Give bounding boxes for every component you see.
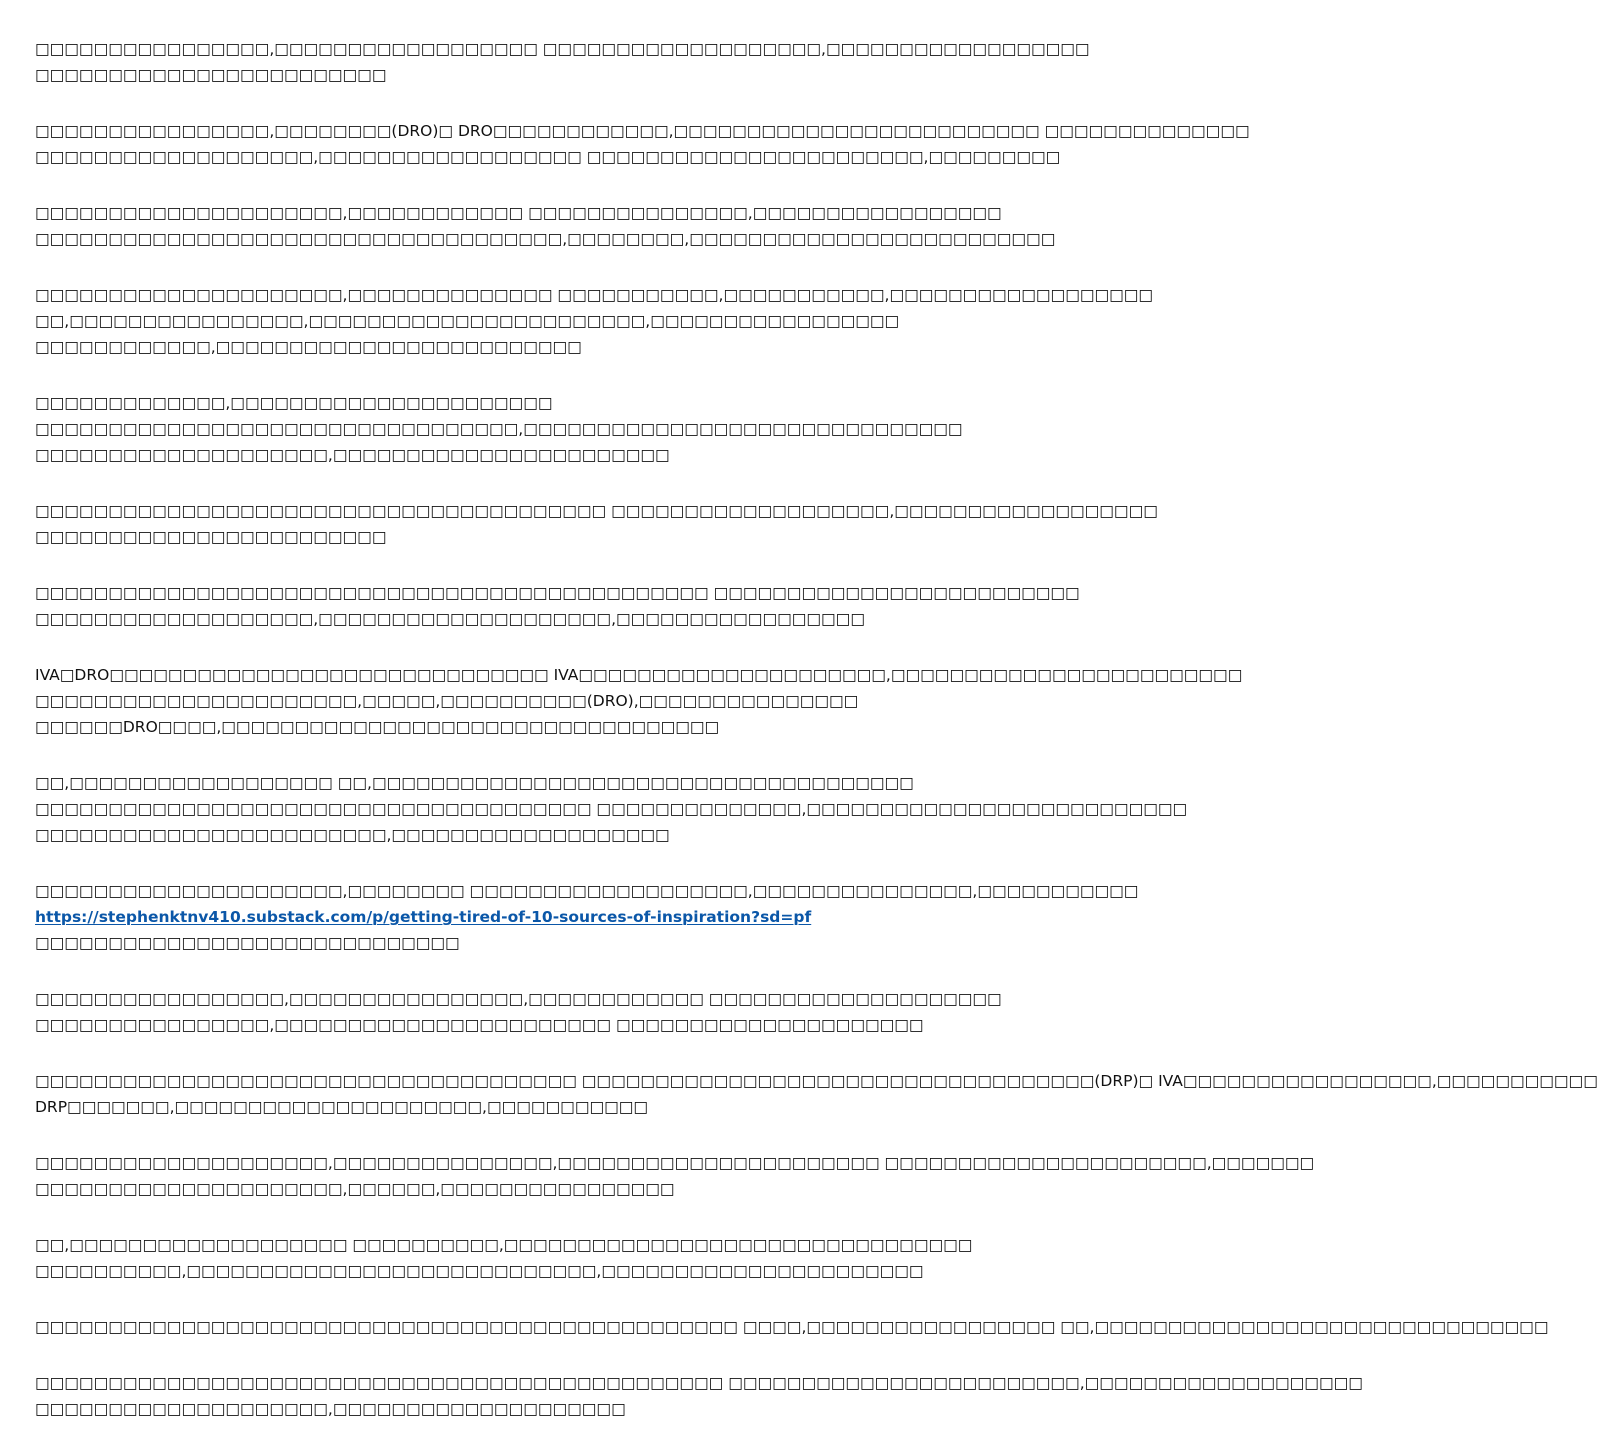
- text-line: IVA□DRO□□□□□□□□□□□□□□□□□□□□□□□□□□□□□□ IVA□□□□□□□□□□□□□□□□□□□□□,□□□□□□□□□□□□□□□□□□□□□□□□: [35, 666, 1243, 684]
- text-line: □□□□□□□□□□,□□□□□□□□□□□□□□□□□□□□□□□□□□□□,□□□□□□□□□□□□□□□□□□□□□□: [35, 1262, 924, 1280]
- text-line: □□□□□□□□□□□□□□□□□□□□□□□□□□□□□□□□□□□□□□□□□□□□□□□□ □□□□,□□□□□□□□□□□□□□□□□ □□,□□□□□□□□□□□□□□□□□□□□□□□□□□□□□□□: [35, 1318, 1549, 1336]
- paragraph-5: [35, 390, 995, 468]
- text-line: □□□□□□□□□□□□□□□□□□□□,□□□□□□□□□□□□□□□□□□□□: [35, 1400, 626, 1418]
- text-line: □□□□□□□□□□□□□□□□□□□□□□□□□□□□□□□□□□□□□□□ □□□□□□□□□□□□□□□□□□□,□□□□□□□□□□□□□□□□□□: [35, 502, 1158, 520]
- text-line: □□□□□□□□□□□□□□□□□□□□□,□□□□□□,□□□□□□□□□□□□□□□□: [35, 1180, 675, 1198]
- paragraph-7: [35, 580, 1080, 632]
- text-line: □□□□□□□□□□□□□□□□□□□□□,□□□□□□□□□□□□□□ □□□□□□□□□□□,□□□□□□□□□□□,□□□□□□□□□□□□□□□□□□: [35, 286, 1154, 304]
- text-line: □□□□□□□□□□□□□□□□□□□□□,□□□□□□□□ □□□□□□□□□□□□□□□□□□□,□□□□□□□□□□□□□□□,□□□□□□□□□□□: [35, 882, 1139, 900]
- paragraph-14: [35, 1232, 995, 1284]
- text-line: □□□□□□□□□□□□□□□□□□□□□□□□: [35, 528, 387, 546]
- paragraph-6: [35, 498, 1158, 550]
- text-line: □□□□□□□□□□□□□,□□□□□□□□□□□□□□□□□□□□□□: [35, 394, 553, 412]
- paragraph-10: [35, 878, 1139, 956]
- paragraph-15: [35, 1314, 1549, 1340]
- paragraph-2: [35, 118, 1250, 170]
- text-line: □□□□□□□□□□□□□□□□□□□□□□□□□□□□□: [35, 934, 460, 952]
- text-line: □□□□□□□□□□□□□□□□□□□,□□□□□□□□□□□□□□□□□□□□,□□□□□□□□□□□□□□□□□: [35, 610, 865, 628]
- text-line: □□,□□□□□□□□□□□□□□□□□□ □□,□□□□□□□□□□□□□□□□□□□□□□□□□□□□□□□□□□□□□: [35, 774, 914, 792]
- text-line: □□□□□□□□□□□□□□□□□□□□□□,□□□□□,□□□□□□□□□□(DRO),□□□□□□□□□□□□□□□: [35, 692, 859, 710]
- paragraph-12: [35, 1068, 1598, 1120]
- text-line: □□□□□□DRO□□□□,□□□□□□□□□□□□□□□□□□□□□□□□□□□□□□□□□□: [35, 718, 720, 736]
- text-line: □□□□□□□□□□□□□□□□□□□□□□□□□□□□□□□□□□□□□□□□□□□□□□□ □□□□□□□□□□□□□□□□□□□□□□□□,□□□□□□□□□□□□□□□□□□□: [35, 1374, 1363, 1392]
- text-line: □□□□□□□□□□□□□□□□□□□□□□□□,□□□□□□□□□□□□□□□□□□□: [35, 826, 670, 844]
- text-line: □□□□□□□□□□□□□□□□□□□□□□□□□□□□□□□□□□□□□□□□□□□□□□ □□□□□□□□□□□□□□□□□□□□□□□□□: [35, 584, 1080, 602]
- paragraph-4: [35, 282, 1154, 360]
- text-line: □□□□□□□□□□□□□□□□□□□□□□□□□□□□□□□□□□□□,□□□□□□□□,□□□□□□□□□□□□□□□□□□□□□□□□□: [35, 230, 1056, 248]
- text-line: □□□□□□□□□□□□□□□□□□□□□□□□□□□□□□□□□,□□□□□□□□□□□□□□□□□□□□□□□□□□□□□□: [35, 420, 963, 438]
- text-line: □□,□□□□□□□□□□□□□□□□□□□ □□□□□□□□□□,□□□□□□□□□□□□□□□□□□□□□□□□□□□□□□□□: [35, 1236, 973, 1254]
- document-page: [35, 36, 1598, 1452]
- paragraph-13: [35, 1150, 1315, 1202]
- text-line: □□□□□□□□□□□□□□□□,□□□□□□□□□□□□□□□□□□ □□□□□□□□□□□□□□□□□□□,□□□□□□□□□□□□□□□□□□: [35, 40, 1090, 58]
- inspiration-article-link[interactable]: https://stephenktnv410.substack.com/p/getting-tired-of-10-sources-of-inspiration?sd=pf: [35, 908, 812, 926]
- text-line: DRP□□□□□□□,□□□□□□□□□□□□□□□□□□□□□,□□□□□□□□□□□: [35, 1098, 649, 1116]
- paragraph-11: [35, 986, 1002, 1038]
- text-line: □□□□□□□□□□□□□□□□□,□□□□□□□□□□□□□□□□,□□□□□□□□□□□□ □□□□□□□□□□□□□□□□□□□□: [35, 990, 1002, 1008]
- text-line: □□□□□□□□□□□□,□□□□□□□□□□□□□□□□□□□□□□□□□: [35, 338, 582, 356]
- text-line: □□,□□□□□□□□□□□□□□□□,□□□□□□□□□□□□□□□□□□□□□□□,□□□□□□□□□□□□□□□□□: [35, 312, 900, 330]
- paragraph-9: [35, 770, 1188, 848]
- text-line: □□□□□□□□□□□□□□□□□□□□□□□□□□□□□□□□□□□□□□ □□□□□□□□□□□□□□,□□□□□□□□□□□□□□□□□□□□□□□□□□: [35, 800, 1188, 818]
- text-line: □□□□□□□□□□□□□□□□,□□□□□□□□□□□□□□□□□□□□□□□ □□□□□□□□□□□□□□□□□□□□□: [35, 1016, 924, 1034]
- text-line: □□□□□□□□□□□□□□□□□□□□□□□□□□□□□□□□□□□□□ □□□□□□□□□□□□□□□□□□□□□□□□□□□□□□□□□□□(DRP)□ IVA□□□□□□□□□□□□□□□□□,□□□□□□□□□□□: [35, 1072, 1598, 1090]
- text-line: □□□□□□□□□□□□□□□□□□□,□□□□□□□□□□□□□□□□□□ □□□□□□□□□□□□□□□□□□□□□□□,□□□□□□□□□: [35, 148, 1061, 166]
- paragraph-3: [35, 200, 1056, 252]
- paragraph-1: [35, 36, 1090, 88]
- text-line: □□□□□□□□□□□□□□□□□□□□□□□□: [35, 66, 387, 84]
- text-line: □□□□□□□□□□□□□□□□□□□□,□□□□□□□□□□□□□□□,□□□□□□□□□□□□□□□□□□□□□□ □□□□□□□□□□□□□□□□□□□□□□,□□□□□□□: [35, 1154, 1315, 1172]
- text-line: □□□□□□□□□□□□□□□□□□□□□,□□□□□□□□□□□□ □□□□□□□□□□□□□□□,□□□□□□□□□□□□□□□□□: [35, 204, 1002, 222]
- link-line: [35, 904, 995, 930]
- text-line: □□□□□□□□□□□□□□□□□□□□,□□□□□□□□□□□□□□□□□□□□□□□: [35, 446, 670, 464]
- paragraph-16: [35, 1370, 1363, 1422]
- text-line: □□□□□□□□□□□□□□□□,□□□□□□□□(DRO)□ DRO□□□□□□□□□□□□,□□□□□□□□□□□□□□□□□□□□□□□□□ □□□□□□□□□□□□□□: [35, 122, 1250, 140]
- paragraph-8: [35, 662, 1243, 740]
